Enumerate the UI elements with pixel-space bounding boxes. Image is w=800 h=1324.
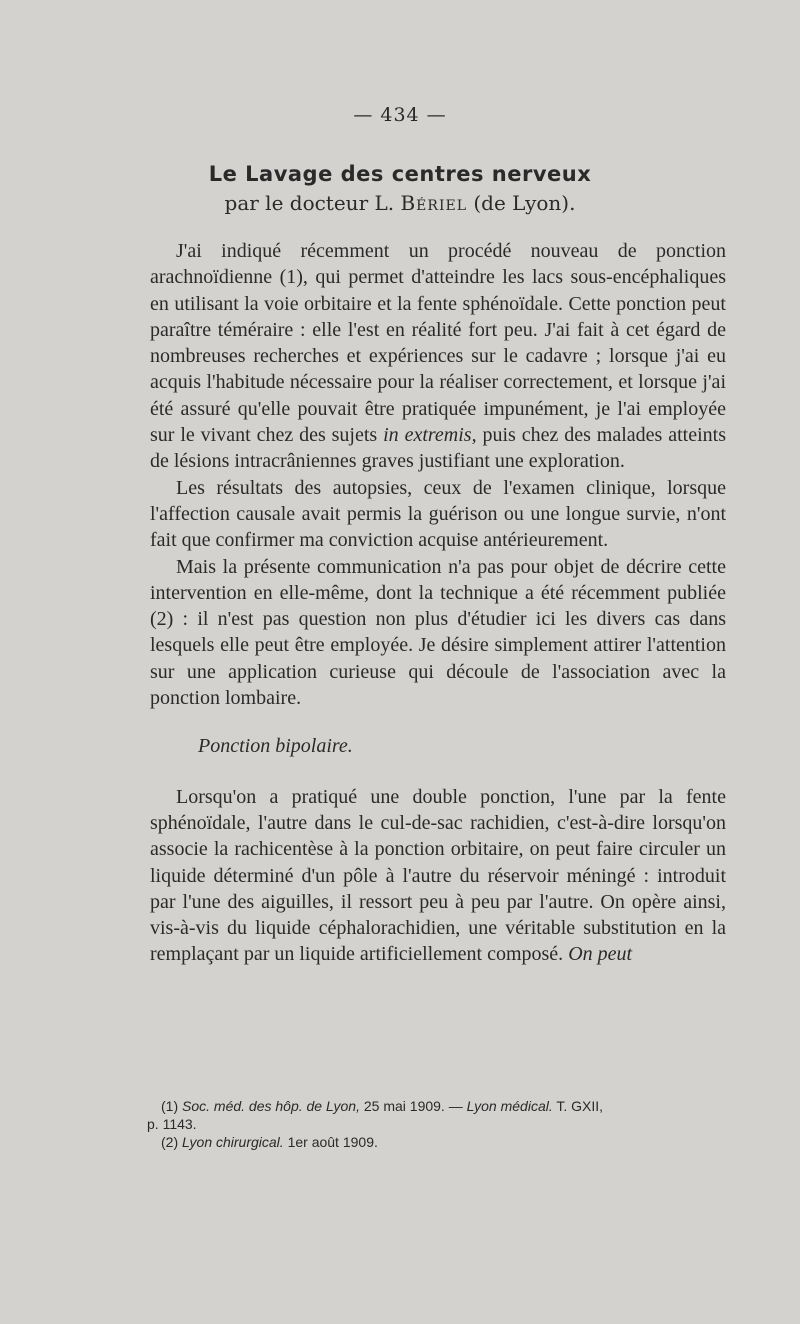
- paragraph-3: Mais la présente communication n'a pas pour objet de décrire cette intervention en elle-même, dont la technique a été récemment publiée (2) : il n'est pas question non plus d'étudier ici les divers cas dans lesquels elle peut être employée. Je désire simplement attirer l'attention sur une application curieuse qui découle de l'association avec la ponction lombaire.: [150, 555, 726, 710]
- article-title: Le Lavage des centres nerveux: [208, 162, 592, 186]
- byline-suffix: (de Lyon).: [467, 191, 576, 215]
- footnote-2-journal: Lyon chirurgical.: [182, 1134, 284, 1150]
- paragraph-1-end: puis chez des malades atteints de lésions intracrâniennes graves justifiant une exploration.: [150, 424, 726, 473]
- footnote-1-date: 25 mai 1909. —: [359, 1098, 467, 1114]
- article-body: [150, 238, 726, 968]
- footnote-1-journal: Lyon médical.: [466, 1098, 553, 1114]
- section-subheading: Ponction bipolaire.: [198, 735, 353, 758]
- paragraph-4: [150, 784, 726, 968]
- paragraph-4-italic: On peut: [568, 943, 633, 966]
- paragraph-1-text: J'ai indiqué récemment un procédé nouveau de ponction arachnoïdienne (1), qui permet d'atteindre les lacs sous-encéphaliques en utilisant la voie orbitaire et la fente sphénoïdale. Cette ponction peut paraître téméraire : elle l'est en réalité fort peu. J'ai fait à cet égard de nombreuses recherches et expériences sur le cadavre ; lorsque j'ai eu acquis l'habitude nécessaire pour la réaliser correctement, et lorsque j'ai été assuré qu'elle pouvait être pratiquée impunément, je l'ai employée sur le vivant chez des sujets: [150, 240, 726, 447]
- footnotes: [147, 1097, 727, 1151]
- footnote-1: [147, 1097, 727, 1115]
- footnote-1-source: Soc. méd. des hôp. de Lyon,: [182, 1098, 360, 1114]
- footnote-2-date: 1er août 1909.: [283, 1134, 378, 1150]
- paragraph-4-text: Lorsqu'on a pratiqué une double ponction, l'une par la fente sphénoïdale, l'autre dans le cul-de-sac rachidien, c'est-à-dire lorsqu'on associe la rachicentèse à la ponction orbitaire, on peut faire circuler un liquide déterminé d'un pôle à l'autre du réservoir méningé : introduit par l'une des aiguilles, il ressort peu à peu par l'autre. On opère ainsi, vis-à-vis du liquide céphalorachidien, une véritable substitution en la remplaçant par un liquide artificiellement composé.: [150, 785, 726, 966]
- footnote-1-volume: T. GXII,: [552, 1098, 604, 1114]
- footnote-1-continuation: p. 1143.: [147, 1116, 197, 1132]
- author-name: Bériel: [400, 191, 467, 215]
- paragraph-2: Les résultats des autopsies, ceux de l'examen clinique, lorsque l'affection causale avait permis la guérison ou une longue survie, n'ont fait que confirmer ma conviction acquise antérieurement.: [150, 476, 726, 552]
- paragraph-1-italic: in extremis,: [383, 424, 477, 447]
- paragraph-1: [150, 238, 726, 475]
- footnote-2-number: (2): [161, 1134, 182, 1150]
- byline-prefix: par le docteur L.: [224, 191, 401, 215]
- byline: [0, 191, 800, 215]
- footnote-2: [147, 1133, 727, 1151]
- footnote-1-number: (1): [161, 1098, 182, 1114]
- page-number: — 434 —: [353, 104, 447, 126]
